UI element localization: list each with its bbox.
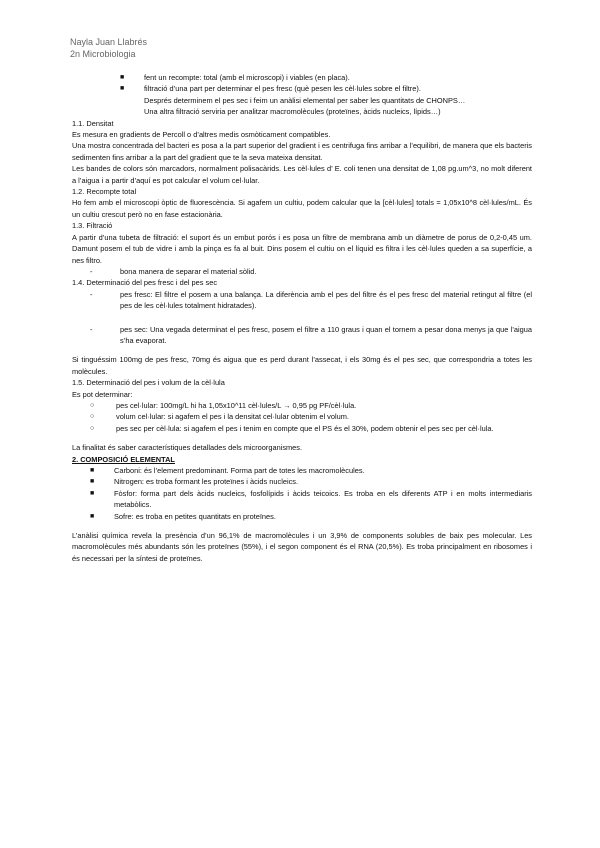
paragraph: Es pot determinar: — [72, 389, 133, 399]
section-heading-elemental-composition: 2. COMPOSICIÓ ELEMENTAL — [72, 454, 175, 464]
elements-list — [72, 465, 532, 522]
determination-list — [72, 400, 532, 434]
list-item: ○ pes cel·lular: 100mg/L hi ha 1,05x10^11 cèl·lules/L → 0,95 pg PF/cèl·lula. — [90, 400, 532, 411]
page-header — [70, 36, 147, 60]
author-name: Nayla Juan Llabrés — [70, 37, 148, 47]
filtration-notes — [72, 266, 532, 277]
paragraph: La finalitat és saber característiques detallades dels microorganismes. — [72, 443, 303, 453]
paragraph: Les bandes de colors són marcadors, normalment polisacàrids. Les cèl·lules d’ E. coli tenen una densitat de 1,08 pg.um^3, no molt diferent a l’aigua i a partir d’aquí es pot calcular el volum cel·lular. — [72, 164, 532, 185]
paragraph: Si tinguéssim 100mg de pes fresc, 70mg és aigua que es perd durant l’assecat, i els 30mg és el pes sec, que correspondria a totes les molècules. — [72, 355, 532, 376]
list-item: ■ Sofre: es troba en petites quantitats en proteïnes. — [90, 511, 532, 522]
list-item: ○ pes sec per cèl·lula: si agafem el pes i tenim en compte que el PS és el 30%, podem obtenir el pes sec per cèl·lula. — [90, 423, 532, 434]
list-item: - pes fresc: El filtre el posem a una balança. La diferència amb el pes del filtre és el pes fresc del material retingut al filtre (el pes de les cèl·lules totalment hidratades). — [90, 289, 532, 312]
list-item: ■ Nitrogen: es troba formant les proteïnes i àcids nucleics. — [90, 476, 532, 487]
section-heading-filtration: 1.3. Filtració — [72, 221, 113, 231]
paragraph: Una mostra concentrada del bacteri es posa a la part superior del gradient i es centrifuga fins arribar a l’equilibri, de manera que els bacteris sedimenten fins arribar a la part del gradient que te la seva mateixa densitat. — [72, 141, 532, 162]
section-heading-density: 1.1. Densitat — [72, 118, 114, 128]
procedure-list — [72, 72, 532, 118]
list-item: ■ Carboni: és l’element predominant. Forma part de totes les macromolècules. — [90, 465, 532, 476]
list-item: ○ volum cel·lular: si agafem el pes i la densitat cel·lular obtenim el volum. — [90, 411, 532, 422]
list-item: ■ fent un recompte: total (amb el microscopi) i viables (en placa). — [120, 72, 532, 83]
course-name: 2n Microbiologia — [70, 49, 136, 59]
list-item: ■ filtració d’una part per determinar el pes fresc (què pesen les cèl·lules sobre el filtre). Després determinem el pes sec i feim un anàlisi elemental per saber les quantitats de CHONPS… Una altra filtració serviria per analitzar macromolècules (proteïnes, àcids nucleics, lípids…) — [120, 83, 532, 117]
list-item: ■ Fòsfor: forma part dels àcids nucleics, fosfolípids i àcids teicoics. Es troba en els diferents ATP i en molts intermediaris metabòlics. — [90, 488, 532, 511]
paragraph: Ho fem amb el microscopi òptic de fluorescència. Si agafem un cultiu, podem calcular que la [cèl·lules] totals = 1,05x10^8 cèl·lules/mL. És un cultiu crescut però no en fase estacionària. — [72, 198, 532, 219]
list-item: - pes sec: Una vegada determinat el pes fresc, posem el filtre a 110 graus i quan el tornem a pesar dona menys ja que l’aigua s’ha evaporat. — [90, 324, 532, 347]
section-heading-total-count: 1.2. Recompte total — [72, 187, 137, 197]
section-heading-cell-weight-volume: 1.5. Determinació del pes i volum de la cèl·lula — [72, 378, 225, 388]
paragraph: L’anàlisi química revela la presència d’un 96,1% de macromolècules i un 3,9% de components solubles de baix pes molecular. Les macromolècules més abundants són les proteïnes (55%), i el segon component és el RNA (20,5%). Es troba principalment en ribosomes i és necessari per la síntesi de proteïnes. — [72, 531, 532, 563]
list-item: - bona manera de separar el material sòlid. — [90, 266, 532, 277]
section-heading-weights: 1.4. Determinació del pes fresc i del pes sec — [72, 278, 218, 288]
paragraph: Es mesura en gradients de Percoll o d’altres medis osmòticament compatibles. — [72, 130, 331, 140]
paragraph: A partir d’una tubeta de filtració: el suport és un embut porós i es posa un filtre de membrana amb un diàmetre de porus de 0,2-0,45 um. Damunt posem el tub de vidre i amb la pinça es fa al buit. Dins posem el cultiu on el líquid es filtra i les cèl·lules queden a sa superfície, a nes filtro. — [72, 232, 532, 265]
weights-list — [72, 289, 532, 347]
document-body — [72, 72, 532, 564]
